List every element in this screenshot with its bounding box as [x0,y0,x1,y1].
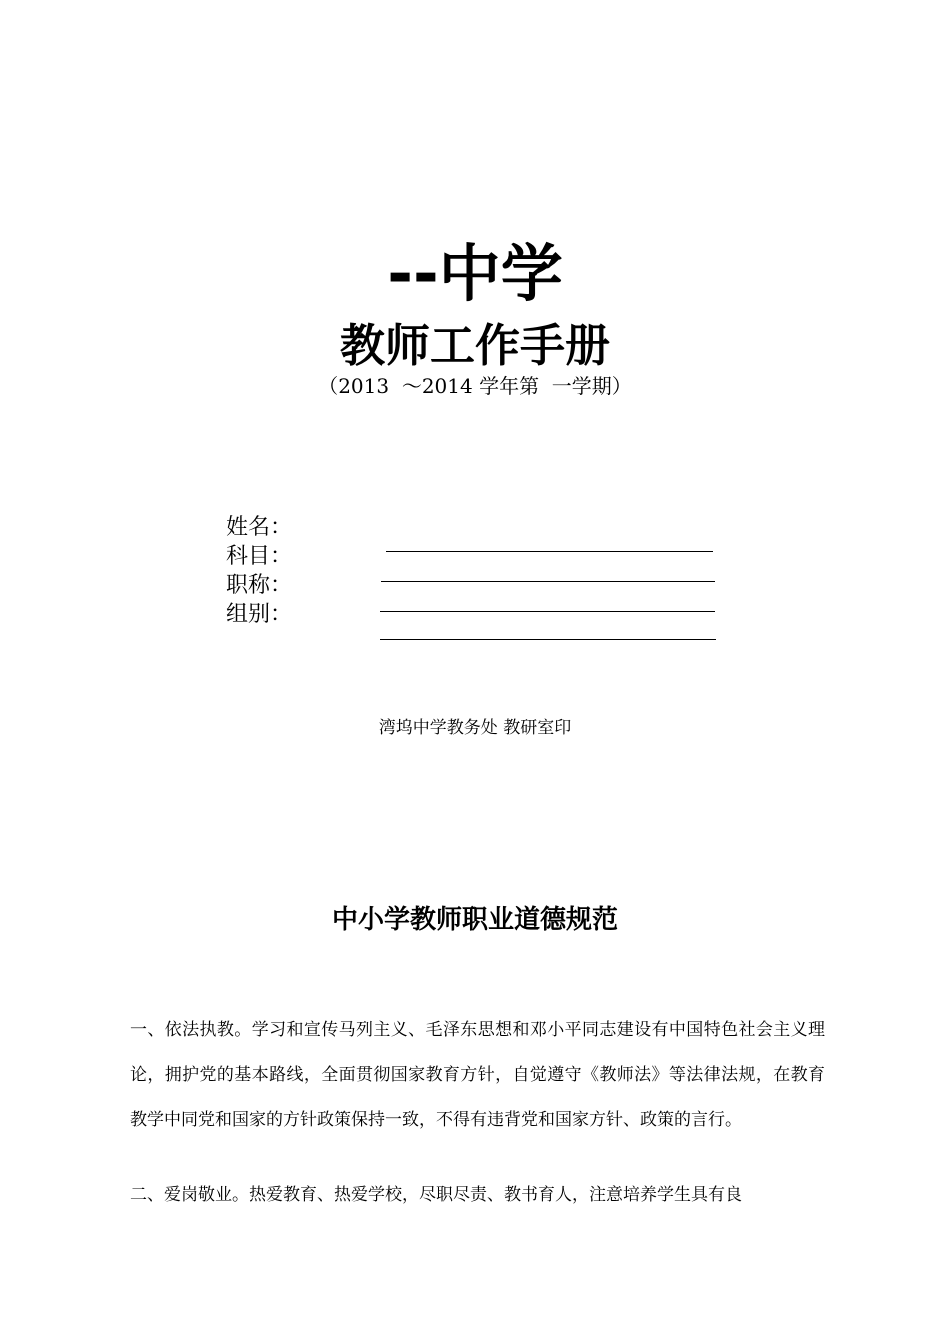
handbook-title: 教师工作手册 [339,319,610,372]
group-underline [380,639,716,640]
name-label: 姓名： [226,515,293,540]
title-label: 职称： [226,573,293,598]
ethics-paragraph-2: 二、爱岗敬业。热爱教育、热爱学校，尽职尽责、教书育人，注意培养学生具有良 [130,1185,742,1205]
name-underline [386,551,713,552]
term-subtitle: （2013 ～2014 学年第 一学期） [318,374,632,398]
subject-underline [381,581,715,582]
title-underline [380,611,715,612]
code-of-ethics-title: 中小学教师职业道德规范 [331,905,618,935]
school-title: --中学 [387,237,563,310]
ethics-paragraph-1: 一、依法执教。学习和宣传马列主义、毛泽东思想和邓小平同志建设有中国特色社会主义理 论，拥护党的基本路线，全面贯彻国家教育方针，自觉遵守《教师法》等法律法规，在教育教学中同党和国家的方针政策保持一致，不得有违背党和国家方针、政策的言行。 [130,1020,858,1130]
subject-label: 科目： [226,544,293,569]
group-label: 组别： [226,602,293,627]
office-stamp-text: 湾坞中学教务处 教研室印 [378,718,572,738]
